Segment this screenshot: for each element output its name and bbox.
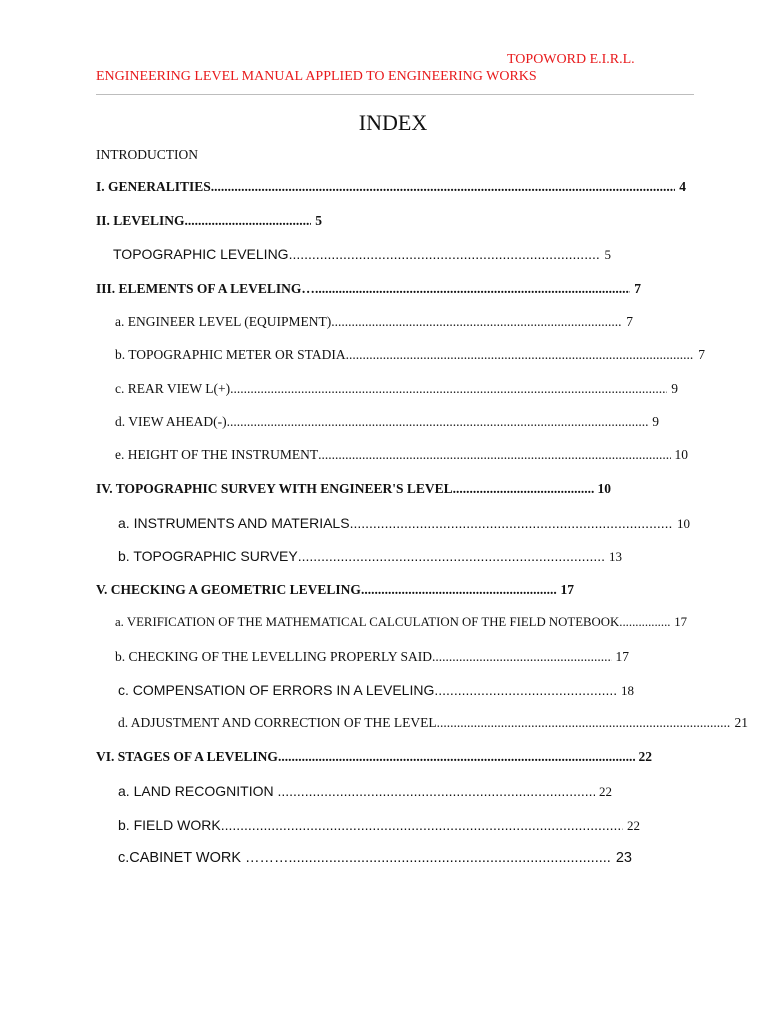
toc-label: TOPOGRAPHIC LEVELING (113, 246, 289, 262)
toc-label: V. CHECKING A GEOMETRIC LEVELING (96, 582, 361, 597)
toc-label: b. FIELD WORK (118, 817, 221, 833)
toc-entry (118, 515, 690, 532)
toc-entry (115, 347, 705, 363)
toc-label: d. ADJUSTMENT AND CORRECTION OF THE LEVEL (118, 715, 437, 730)
toc-page: 22 (638, 749, 652, 764)
toc-page: 9 (652, 414, 659, 429)
toc-label: e. HEIGHT OF THE INSTRUMENT (115, 447, 319, 462)
toc-page: 10 (674, 447, 688, 462)
toc-label: VI. STAGES OF A LEVELING (96, 749, 278, 764)
toc-leader (432, 649, 611, 665)
toc-leader (434, 682, 617, 698)
toc-entry (115, 649, 629, 665)
toc-page: 7 (698, 347, 705, 362)
toc-leader (289, 246, 601, 262)
toc-leader (619, 615, 670, 630)
toc-leader (230, 381, 667, 397)
toc-entry (96, 582, 574, 598)
toc-entry (96, 179, 686, 195)
toc-leader (346, 347, 695, 363)
toc-label: b. TOPOGRAPHIC SURVEY (118, 548, 298, 564)
toc-entry (118, 682, 634, 699)
toc-page: 10 (597, 481, 611, 496)
toc-leader (221, 817, 623, 833)
toc-label: I. GENERALITIES (96, 179, 211, 194)
toc-leader (298, 548, 605, 564)
toc-leader (277, 783, 595, 799)
toc-entry (115, 447, 688, 463)
toc-page: 5 (315, 213, 322, 228)
toc-label: c.CABINET WORK ……… (118, 850, 289, 866)
toc-page: 4 (679, 179, 686, 194)
toc-label: d. VIEW AHEAD(-) (115, 414, 227, 429)
toc-label: IV. TOPOGRAPHIC SURVEY WITH ENGINEER'S LEVEL (96, 481, 453, 496)
toc-label: a. LAND RECOGNITION (118, 783, 278, 799)
toc-leader (350, 515, 673, 531)
toc-leader (278, 749, 635, 765)
toc-leader (185, 213, 312, 229)
toc-page: 5 (604, 247, 611, 262)
toc-leader (211, 179, 675, 195)
toc-entry (118, 850, 632, 866)
toc-page: 7 (626, 314, 633, 329)
toc-page: 10 (677, 516, 690, 531)
toc-entry (96, 481, 611, 497)
toc-label: a. ENGINEER LEVEL (EQUIPMENT) (115, 314, 332, 329)
toc-label: b. TOPOGRAPHIC METER OR STADIA (115, 347, 346, 362)
toc-page: 17 (615, 649, 629, 664)
toc-leader (227, 414, 649, 430)
toc-leader (331, 314, 622, 330)
toc-entry (118, 783, 612, 800)
toc-label: II. LEVELING (96, 213, 185, 228)
toc-page: 17 (674, 615, 687, 629)
toc-leader (453, 481, 594, 497)
toc-entry (118, 548, 622, 565)
toc-entry (96, 213, 322, 229)
toc-page: 21 (734, 715, 748, 730)
toc-page: 22 (599, 784, 612, 799)
toc-page: 23 (615, 850, 632, 866)
toc-leader (315, 281, 630, 297)
toc-leader (437, 715, 731, 731)
toc-leader (289, 850, 612, 866)
toc-label: c. COMPENSATION OF ERRORS IN A LEVELING (118, 682, 435, 698)
toc-page: 7 (634, 281, 641, 296)
toc-label: a. VERIFICATION OF THE MATHEMATICAL CALCULATION OF THE FIELD NOTEBOOK (115, 615, 620, 629)
toc-label: III. ELEMENTS OF A LEVELING… (96, 281, 315, 296)
toc-entry (115, 314, 633, 330)
introduction-heading: INTRODUCTION (96, 147, 198, 162)
toc-page: 17 (560, 582, 574, 597)
toc-entry (115, 381, 678, 397)
toc-label: c. REAR VIEW L(+) (115, 381, 231, 396)
toc-page: 18 (621, 683, 634, 698)
toc-entry (118, 715, 748, 731)
company-name: TOPOWORD E.I.R.L. (507, 52, 635, 67)
toc-label: a. INSTRUMENTS AND MATERIALS (118, 515, 350, 531)
toc-entry (115, 615, 687, 630)
manual-title: ENGINEERING LEVEL MANUAL APPLIED TO ENGINEERING WORKS (96, 69, 537, 84)
header-divider (96, 94, 694, 95)
toc-entry (115, 414, 659, 430)
toc-page: 22 (627, 818, 640, 833)
toc-page: 13 (609, 549, 622, 564)
toc-entry (96, 281, 641, 297)
toc-leader (318, 447, 670, 463)
toc-entry (118, 817, 640, 834)
toc-entry (113, 246, 611, 263)
toc-page: 9 (671, 381, 678, 396)
index-title: INDEX (358, 110, 428, 135)
toc-label: b. CHECKING OF THE LEVELLING PROPERLY SAID (115, 649, 433, 664)
toc-entry (96, 749, 652, 765)
toc-leader (361, 582, 557, 598)
